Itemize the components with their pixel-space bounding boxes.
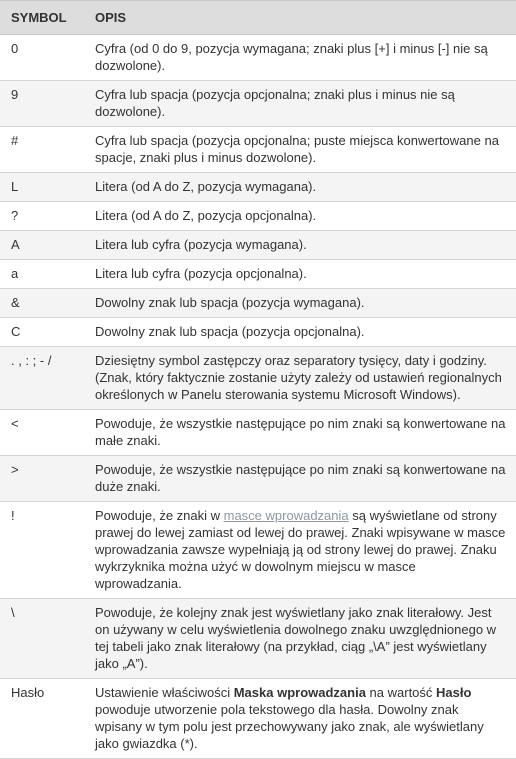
property-value: Hasło [436,685,472,700]
table-row [0,456,516,502]
table-row [0,410,516,456]
description-cell: Dowolny znak lub spacja (pozycja opcjonalna). [80,318,516,347]
symbol-cell: C [0,318,80,347]
symbol-cell: < [0,410,80,456]
column-header-description: OPIS [80,1,516,35]
table-row [0,289,516,318]
description-cell: Dziesiętny symbol zastępczy oraz separatory tysięcy, daty i godziny. (Znak, który faktycznie zostanie użyty zależy od ustawień regionalnych określonych w Panelu sterowania systemu Microsoft Windows). [80,347,516,410]
table-row [0,347,516,410]
symbol-cell: 9 [0,81,80,127]
table-row [0,502,516,599]
description-cell: Powoduje, że wszystkie następujące po nim znaki są konwertowane na małe znaki. [80,410,516,456]
table-row [0,679,516,759]
description-cell: Litera lub cyfra (pozycja wymagana). [80,231,516,260]
symbol-cell: & [0,289,80,318]
description-cell: Cyfra lub spacja (pozycja opcjonalna; puste miejsca konwertowane na spacje, znaki plus i minus dozwolone). [80,127,516,173]
symbol-cell: . , : ; - / [0,347,80,410]
input-mask-link[interactable]: masce wprowadzania [223,508,349,523]
description-cell: Powoduje, że kolejny znak jest wyświetlany jako znak literałowy. Jest on używany w celu wyświetlenia dowolnego znaku uwzględnionego w tej tabeli jako znak literałowy (na przykład, ciąg „\A” jest wyświetlany jako „A”). [80,599,516,679]
column-header-symbol: SYMBOL [0,1,80,35]
table-row [0,599,516,679]
symbol-cell: ? [0,202,80,231]
description-cell: Powoduje, że wszystkie następujące po nim znaki są konwertowane na duże znaki. [80,456,516,502]
table-row [0,173,516,202]
table-row [0,260,516,289]
table-row [0,231,516,260]
symbol-cell: L [0,173,80,202]
symbol-cell: a [0,260,80,289]
description-text: Ustawienie właściwości [95,685,234,700]
table-header-row [0,1,516,35]
description-cell: Cyfra (od 0 do 9, pozycja wymagana; znaki plus [+] i minus [-] nie są dozwolone). [80,35,516,81]
symbol-cell: ! [0,502,80,599]
symbol-cell: A [0,231,80,260]
description-text: powoduje utworzenie pola tekstowego dla hasła. Dowolny znak wpisany w tym polu jest przechowywany jako znak, ale wyświetlany jako gwiazdka (*). [95,702,484,751]
symbol-cell: Hasło [0,679,80,759]
description-cell: Litera (od A do Z, pozycja wymagana). [80,173,516,202]
symbol-cell: 0 [0,35,80,81]
table-row [0,318,516,347]
symbol-cell: # [0,127,80,173]
table-row [0,202,516,231]
table-row [0,81,516,127]
table-row [0,127,516,173]
description-cell: Litera lub cyfra (pozycja opcjonalna). [80,260,516,289]
description-cell: Litera (od A do Z, pozycja opcjonalna). [80,202,516,231]
description-cell: Cyfra lub spacja (pozycja opcjonalna; znaki plus i minus nie są dozwolone). [80,81,516,127]
symbol-cell: > [0,456,80,502]
description-text: na wartość [365,685,437,700]
table-row [0,35,516,81]
description-cell: Dowolny znak lub spacja (pozycja wymagana). [80,289,516,318]
description-text: są wyświetlane od strony prawej do lewej zamiast od lewej do prawej. Znaki wpisywane w masce wprowadzania zawsze wypełniają ją od strony lewej do prawej. Znaku wykrzyknika można użyć w dowolnym miejscu w masce wprowadzania. [95,508,506,591]
description-cell [80,679,516,759]
property-name: Maska wprowadzania [233,685,366,700]
description-text: Powoduje, że znaki w [95,508,224,523]
symbol-cell: \ [0,599,80,679]
description-cell [80,502,516,599]
